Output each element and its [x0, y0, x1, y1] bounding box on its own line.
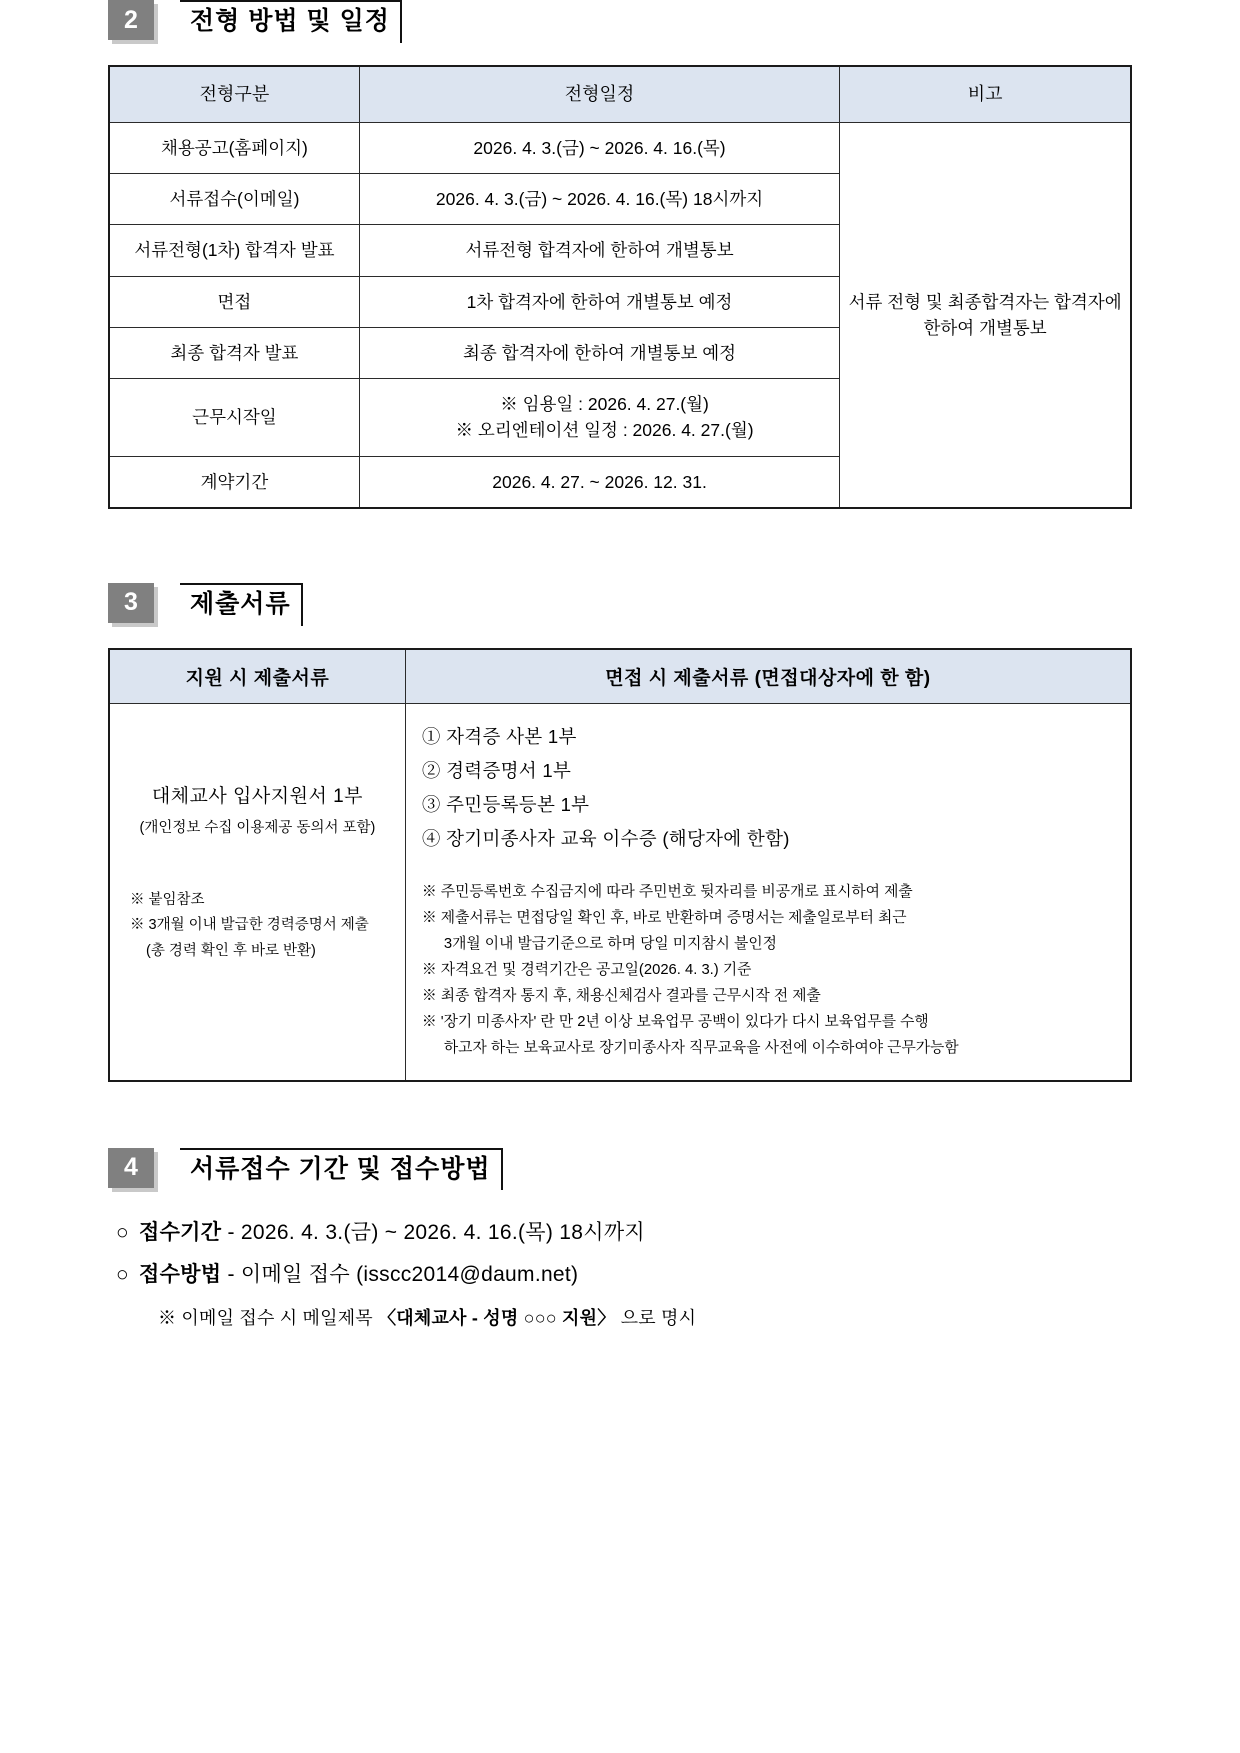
schedule-line-1: ※ 임용일 : 2026. 4. 27.(월) [500, 394, 709, 414]
footnote-2-cont: 3개월 이내 발급기준으로 하며 당일 미지참시 불인정 [443, 936, 777, 953]
cell-type: 서류전형(1차) 합격자 발표 [109, 225, 359, 276]
cell-schedule: 2026. 4. 27. ~ 2026. 12. 31. [359, 456, 839, 508]
cell-type: 계약기간 [109, 456, 359, 508]
footnote-5: ※ '장기 미종사자' 란 만 2년 이상 보육업무 공백이 있다가 다시 보육업무를 수행 [421, 1013, 929, 1030]
table-row [109, 703, 1131, 1081]
table-header-row [109, 66, 1131, 123]
footnote-3: ※ 자격요건 및 경력기간은 공고일(2026. 4. 3.) 기준 [421, 962, 752, 979]
reception-note [116, 1304, 1132, 1330]
section-title-3: 제출서류 [180, 583, 303, 626]
footnote-4: ※ 최종 합격자 통지 후, 채용신체검사 결과를 근무시작 전 제출 [421, 987, 821, 1004]
section-number-4: 4 [108, 1148, 154, 1188]
cell-type: 채용공고(홈페이지) [109, 122, 359, 173]
documents-table [108, 648, 1132, 1082]
reception-list [108, 1216, 1132, 1330]
column-header-type: 전형구분 [109, 66, 359, 123]
spacer [108, 1082, 1132, 1148]
section-title-wrap-3 [180, 583, 303, 626]
column-header-interview-docs: 면접 시 제출서류 (면접대상자에 한 함) [405, 649, 1131, 704]
schedule-table [108, 65, 1132, 509]
apply-doc-sub: (개인정보 수집 이용제공 동의서 포함) [139, 819, 376, 836]
footnote-2: ※ 제출서류는 면접당일 확인 후, 바로 반환하며 증명서는 제출일로부터 최근 [421, 910, 907, 927]
cell-schedule: 2026. 4. 3.(금) ~ 2026. 4. 16.(목) 18시까지 [359, 174, 839, 225]
table-row [109, 122, 1131, 173]
reception-period-value: - 2026. 4. 3.(금) ~ 2026. 4. 16.(목) 18시까지 [227, 1221, 645, 1245]
interview-item-3: ③ 주민등록등본 1부 [421, 793, 590, 815]
schedule-line-2: ※ 오리엔테이션 일정 : 2026. 4. 27.(월) [455, 420, 754, 441]
apply-doc-notes [124, 888, 391, 964]
cell-remark: 서류 전형 및 최종합격자는 합격자에 한하여 개별통보 [840, 122, 1131, 508]
bullet-circle-icon: ○ [116, 1221, 129, 1245]
section-heading-2 [108, 0, 1132, 43]
column-header-apply-docs: 지원 시 제출서류 [109, 649, 405, 704]
cell-schedule: 2026. 4. 3.(금) ~ 2026. 4. 16.(목) [359, 122, 839, 173]
spacer [108, 509, 1132, 583]
cell-type: 서류접수(이메일) [109, 174, 359, 225]
table-header-row [109, 649, 1131, 704]
section-heading-3 [108, 583, 1132, 626]
section-heading-4 [108, 1148, 1132, 1191]
interview-item-1: ① 자격증 사본 1부 [421, 725, 577, 747]
cell-interview-docs [405, 703, 1131, 1081]
section-number-3: 3 [108, 583, 154, 623]
section-title-4: 서류접수 기간 및 접수방법 [180, 1148, 503, 1191]
cell-type: 근무시작일 [109, 379, 359, 457]
cell-type: 면접 [109, 276, 359, 327]
section-number-2: 2 [108, 0, 154, 40]
reception-method-value: - 이메일 접수 (isscc2014@daum.net) [227, 1263, 579, 1287]
bullet-circle-icon: ○ [116, 1263, 129, 1287]
section-title-wrap-2 [180, 0, 402, 43]
cell-apply-docs [109, 703, 405, 1081]
cell-schedule [359, 379, 839, 457]
interview-item-4: ④ 장기미종사자 교육 이수증 (해당자에 한함) [421, 828, 790, 850]
reception-period-row [116, 1216, 1132, 1246]
apply-note-3: (총 경력 확인 후 바로 반환) [146, 942, 316, 959]
cell-schedule: 1차 합격자에 한하여 개별통보 예정 [359, 276, 839, 327]
apply-note-2: ※ 3개월 이내 발급한 경력증명서 제출 [130, 917, 369, 934]
section-title-2: 전형 방법 및 일정 [180, 0, 402, 43]
interview-footnotes [422, 880, 1118, 1061]
apply-note-1: ※ 붙임참조 [130, 892, 205, 909]
reception-note-prefix: ※ 이메일 접수 시 메일제목 [158, 1308, 373, 1329]
cell-type: 최종 합격자 발표 [109, 327, 359, 378]
interview-item-2: ② 경력증명서 1부 [421, 759, 572, 781]
reception-method-row [116, 1258, 1132, 1288]
section-title-wrap-4 [180, 1148, 503, 1191]
reception-method-label: 접수방법 [138, 1263, 222, 1287]
column-header-schedule: 전형일정 [359, 66, 839, 123]
reception-note-subject: 〈대체교사 - 성명 ○○○ 지원〉 [378, 1308, 616, 1329]
cell-schedule: 서류전형 합격자에 한하여 개별통보 [359, 225, 839, 276]
reception-note-suffix: 으로 명시 [620, 1308, 697, 1329]
apply-doc-main: 대체교사 입사지원서 1부 [151, 785, 364, 807]
column-header-remark: 비고 [840, 66, 1131, 123]
cell-schedule: 최종 합격자에 한하여 개별통보 예정 [359, 327, 839, 378]
reception-period-label: 접수기간 [138, 1221, 222, 1245]
footnote-5-cont: 하고자 하는 보육교사로 장기미종사자 직무교육을 사전에 이수하여야 근무가능함 [443, 1039, 959, 1056]
footnote-1: ※ 주민등록번호 수집금지에 따라 주민번호 뒷자리를 비공개로 표시하여 제출 [421, 884, 913, 901]
